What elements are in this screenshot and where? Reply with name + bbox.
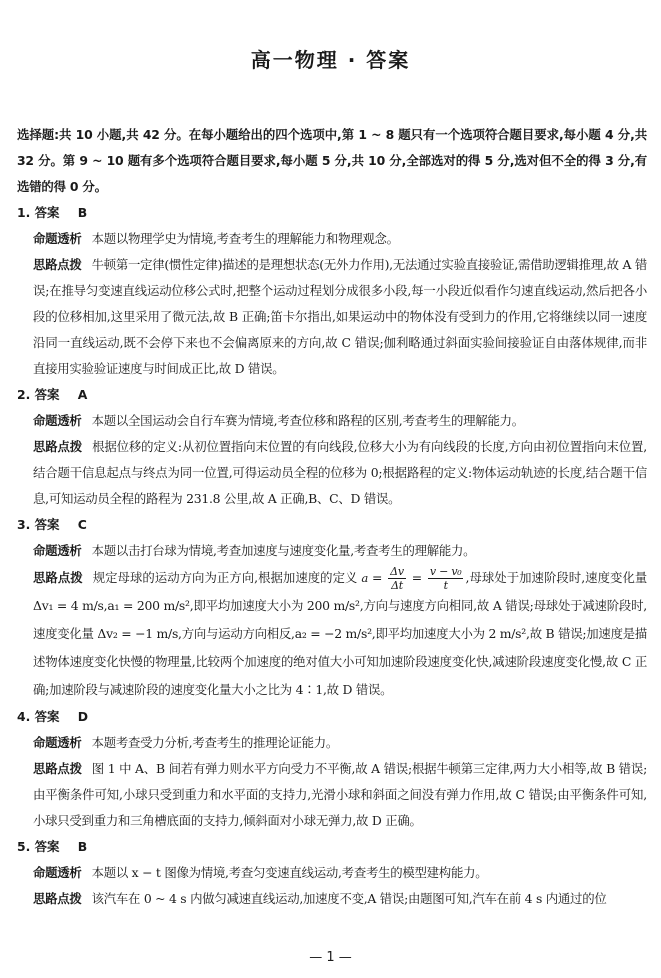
section-intro: 选择题:共 10 小题,共 42 分。在每小题给出的四个选项中,第 1 ~ 8 题只有一个选项符合题目要求,每小题 4 分,共 32 分。第 9 ~ 10 题有多个选项符合题目要求,每小题 5 分,共 10 分,全部选对的得 5 分,选对但不全的得 3 分,有选错的得 0 分。 — [17, 127, 647, 194]
insight-paragraph — [33, 538, 647, 564]
answer-label: 答案 — [34, 839, 60, 854]
fraction-numerator: v − v₀ — [429, 565, 462, 578]
question-5 — [17, 834, 647, 912]
question-number: 1. — [17, 205, 31, 220]
question-4 — [17, 704, 647, 834]
insight-text: 本题以击打台球为情境,考查加速度与速度变化量,考查考生的理解能力。 — [91, 543, 476, 558]
hint-label: 思路点拨 — [33, 439, 83, 454]
question-number: 2. — [17, 387, 31, 402]
fraction-numerator: Δv — [390, 565, 404, 578]
acceleration-formula: a = $\frac{\Delta v}{\Delta t}$ = $\frac{\text{v − v₀}}{t}$ — [361, 565, 462, 592]
question-number: 3. — [17, 517, 31, 532]
question-1 — [17, 200, 647, 382]
question-header — [17, 512, 647, 538]
answer-label: 答案 — [34, 387, 60, 402]
hint-label: 思路点拨 — [33, 570, 83, 585]
insight-paragraph — [33, 226, 647, 252]
hint-label: 思路点拨 — [33, 257, 82, 272]
question-2 — [17, 382, 647, 512]
answer-label: 答案 — [34, 205, 60, 220]
hint-label: 思路点拨 — [33, 761, 82, 776]
insight-paragraph — [33, 860, 647, 886]
question-header — [17, 704, 647, 730]
question-number: 5. — [17, 839, 31, 854]
hint-paragraph — [33, 564, 647, 704]
answer-label: 答案 — [34, 709, 60, 724]
hint-paragraph — [33, 252, 647, 382]
formula-fraction-1 — [388, 565, 406, 592]
insight-label: 命题透析 — [33, 231, 82, 246]
hint-text: 牛顿第一定律(惯性定律)描述的是理想状态(无外力作用),无法通过实验直接验证,需借助逻辑推理,故 A 错误;在推导匀变速直线运动位移公式时,把整个运动过程划分成很多小段,每一小段近似看作匀速直线运动,然后把各小段的位移相加,这里采用了微元法,故 B 正确;笛卡尔指出,如果运动中的物体没有受到力的作用,它将继续以同一速度沿同一直线运动,既不会停下来也不会偏离原来的方向,故 C 错误;伽利略通过斜面实验间接验证自由落体规律,而非直接用实验验证速度与时间成正比,故 D 错误。 — [33, 257, 648, 376]
insight-label: 命题透析 — [33, 413, 82, 428]
insight-paragraph — [33, 730, 647, 756]
insight-label: 命题透析 — [33, 865, 82, 880]
hint-text-a: 规定母球的运动方向为正方向,根据加速度的定义 — [92, 570, 358, 585]
hint-text: 该汽车在 0 ~ 4 s 内做匀减速直线运动,加速度不变,A 错误;由题图可知,汽车在前 4 s 内通过的位 — [91, 891, 607, 906]
insight-text: 本题以全国运动会自行车赛为情境,考查位移和路程的区别,考查考生的理解能力。 — [91, 413, 524, 428]
answer-value: A — [77, 387, 88, 402]
insight-text: 本题以物理学史为情境,考查考生的理解能力和物理观念。 — [91, 231, 399, 246]
formula-fraction-2 — [428, 565, 464, 592]
hint-text-b: ,母球处于加速阶段时,速度变化量 Δv₁ = 4 m/s,a₁ = 200 m/s²,即平均加速度大小为 200 m/s²,方向与速度方向相同,故 A 错误;母球处于减速阶段时,速度变化量 Δv₂ = −1 m/s,方向与运动方向相反,a₂ = −2 m/s²,即平均加速度大小为 2 m/s²,故 B 错误;加速度是描述物体速度变化快慢的物理量,比较两个加速度的绝对值大小可知加速阶段速度变化快,减速阶段速度变化慢,故 C 正确;加速阶段与减速阶段的速度变化量大小之比为 4∶1,故 D 错误。 — [33, 570, 647, 697]
formula-symbol: a — [361, 571, 369, 585]
insight-text: 本题考查受力分析,考查考生的推理论证能力。 — [91, 735, 339, 750]
fraction-denominator: t — [443, 579, 448, 592]
answer-label: 答案 — [34, 517, 60, 532]
answer-value: C — [77, 517, 87, 532]
question-header — [17, 382, 647, 408]
content — [17, 122, 647, 912]
answer-value: B — [77, 205, 88, 220]
hint-text: 根据位移的定义:从初位置指向末位置的有向线段,位移大小为有向线段的长度,方向由初位置指向末位置,结合题干信息起点与终点为同一位置,可得运动员全程的位移为 0;根据路程的定义:物体运动轨迹的长度,结合题干信息,可知运动员全程的路程为 231.8 公里,故 A 正确,B、C、D 错误。 — [33, 439, 647, 506]
hint-text: 图 1 中 A、B 间若有弹力则水平方向受力不平衡,故 A 错误;根据牛顿第三定律,两力大小相等,故 B 错误;由平衡条件可知,小球只受到重力和水平面的支持力,光滑小球和斜面之间没有弹力作用,故 C 错误;由平衡条件可知,小球只受到重力和三角槽底面的支持力,倾斜面对小球无弹力,故 D 正确。 — [33, 761, 647, 828]
answer-value: D — [77, 709, 89, 724]
hint-paragraph — [33, 886, 647, 912]
hint-paragraph — [33, 434, 647, 512]
insight-paragraph — [33, 408, 647, 434]
insight-text: 本题以 x − t 图像为情境,考查匀变速直线运动,考查考生的模型建构能力。 — [91, 865, 488, 880]
insight-label: 命题透析 — [33, 735, 82, 750]
question-header — [17, 834, 647, 860]
page-title: 高一物理 · 答案 — [250, 48, 411, 72]
answer-value: B — [77, 839, 88, 854]
hint-paragraph — [33, 756, 647, 834]
question-number: 4. — [17, 709, 31, 724]
insight-label: 命题透析 — [33, 543, 82, 558]
fraction-denominator: Δt — [391, 579, 403, 592]
hint-label: 思路点拨 — [33, 891, 82, 906]
question-header — [17, 200, 647, 226]
page-number: — 1 — — [309, 950, 352, 965]
question-3 — [17, 512, 647, 704]
